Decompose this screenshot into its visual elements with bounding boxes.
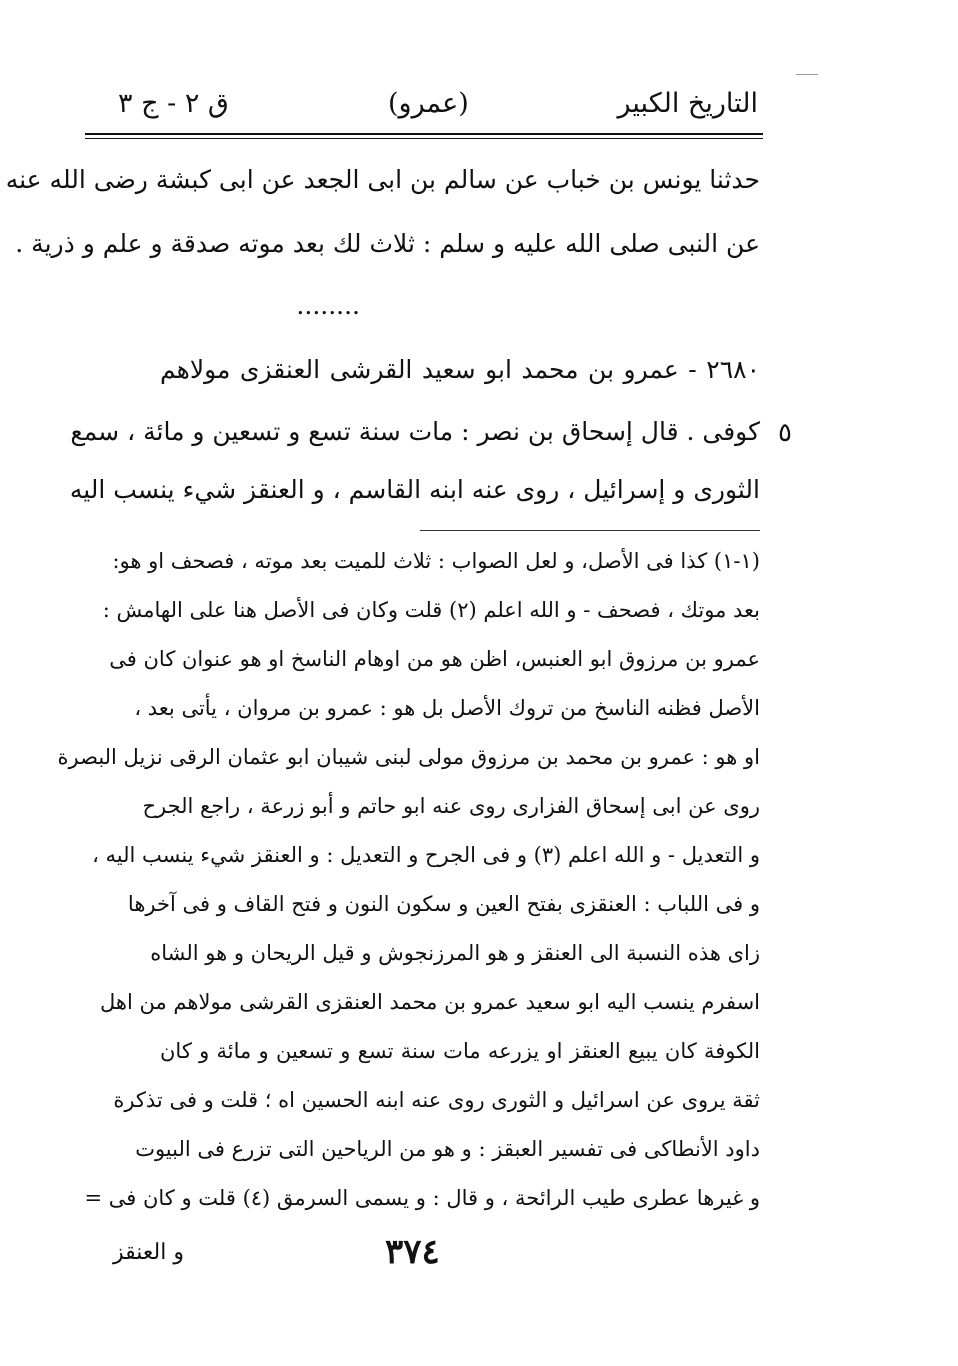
section-heading: (عمرو)	[388, 88, 469, 119]
footnote-line: و غيرها عطرى طيب الرائحة ، و قال : و يسمى السرمق (٤) قلت و كان فى =	[84, 1186, 760, 1210]
header-rule-top	[85, 133, 763, 135]
footnote-rule	[420, 530, 760, 531]
body-line: الثورى و إسرائيل ، روى عنه ابنه القاسم ، و العنقز شيء ينسب اليه	[69, 475, 760, 504]
entry-heading-line: ٢٦٨٠ - عمرو بن محمد ابو سعيد القرشى العنقزى مولاهم	[160, 355, 760, 384]
margin-line-number: ٥	[778, 418, 792, 448]
footnote-line: داود الأنطاكى فى تفسير العبقز : و هو من الرياحين التى تزرع فى البيوت	[135, 1137, 760, 1161]
footnote-line: الأصل فظنه الناسخ من تروك الأصل بل هو : عمرو بن مروان ، يأتى بعد ،	[134, 696, 760, 720]
catchword: و العنقز	[113, 1240, 184, 1265]
footnote-line: او هو : عمرو بن محمد بن مرزوق مولى لبنى شيبان ابو عثمان الرقى نزيل البصرة	[57, 745, 760, 769]
footnote-line: الكوفة كان يبيع العنقز او يزرعه مات سنة تسع و تسعين و مائة و كان	[160, 1039, 760, 1063]
footnote-line: زاى هذه النسبة الى العنقز و هو المرزنجوش و قيل الريحان و هو الشاه	[150, 941, 760, 965]
page-number: ٣٧٤	[385, 1232, 440, 1272]
corner-mark	[796, 74, 818, 75]
footnote-line: (١-١) كذا فى الأصل، و لعل الصواب : ثلاث للميت بعد موته ، فصحف او هو:	[112, 549, 760, 573]
footnote-line: و فى اللباب : العنقزى بفتح العين و سكون النون و فتح القاف و فى آخرها	[127, 892, 760, 916]
header-rule-bottom	[85, 138, 763, 139]
running-title: التاريخ الكبير	[617, 88, 758, 119]
footnote-line: عمرو بن مرزوق ابو العنبس، اظن هو من اوهام الناسخ او هو عنوان كان فى	[109, 647, 760, 671]
volume-reference: ق ٢ - ج ٣	[118, 88, 229, 119]
footnote-line: اسفرم ينسب اليه ابو سعيد عمرو بن محمد العنقزى القرشى مولاهم من اهل	[100, 990, 760, 1014]
body-line: كوفى . قال إسحاق بن نصر : مات سنة تسع و تسعين و مائة ، سمع	[70, 417, 760, 446]
footnote-line: و التعديل - و الله اعلم (٣) و فى الجرح و التعديل : و العنقز شيء ينسب اليه ،	[92, 843, 760, 867]
body-line: حدثنا يونس بن خباب عن سالم بن ابى الجعد عن ابى كبشة رضى الله عنه	[5, 165, 760, 194]
footnote-line: روى عن ابى إسحاق الفزارى روى عنه ابو حاتم و أبو زرعة ، راجع الجرح	[142, 794, 760, 818]
footnote-line: بعد موتك ، فصحف - و الله اعلم (٢) قلت وكان فى الأصل هنا على الهامش :	[102, 598, 760, 622]
body-line: عن النبى صلى الله عليه و سلم : ثلاث لك بعد موته صدقة و علم و ذرية .	[15, 229, 760, 258]
footnote-line: ثقة يروى عن اسرائيل و الثورى روى عنه ابنه الحسين اه ؛ قلت و فى تذكرة	[113, 1088, 760, 1112]
body-line-ellipsis: ........	[296, 291, 360, 320]
